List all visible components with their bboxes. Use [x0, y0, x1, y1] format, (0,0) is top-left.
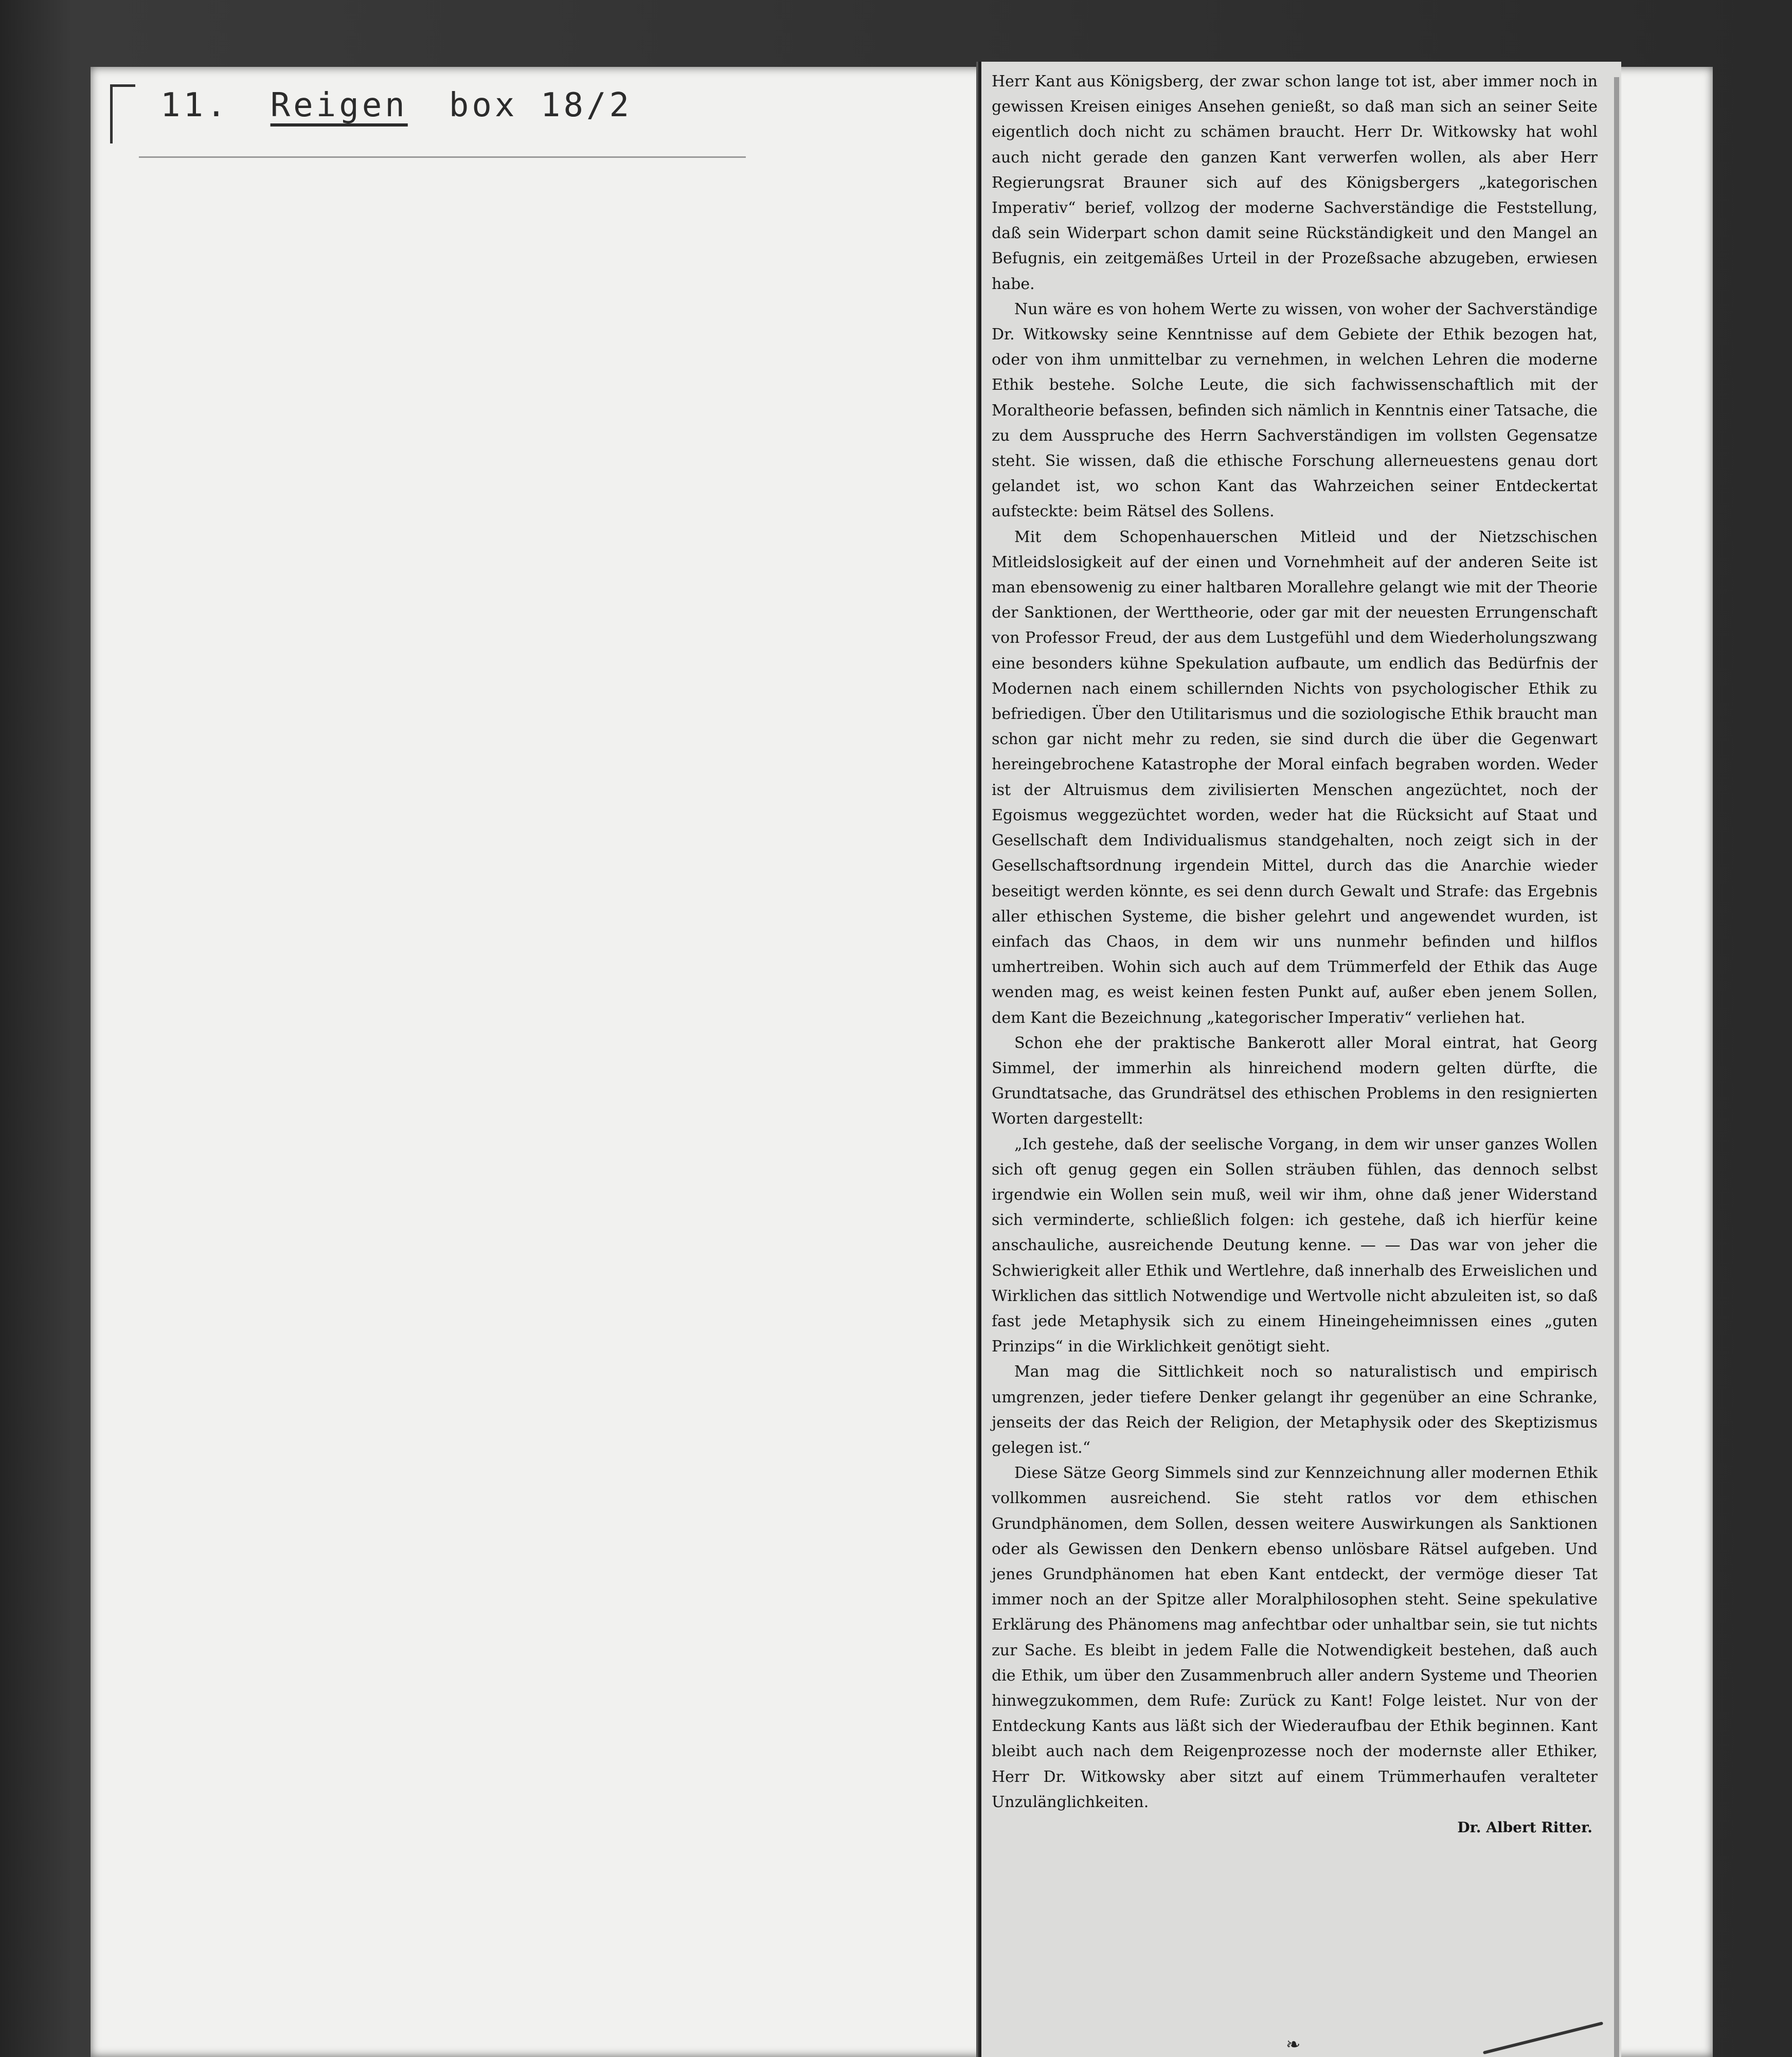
archive-header	[160, 86, 632, 133]
article-paragraph: Herr Kant aus Königsberg, der zwar schon lange tot ist, aber immer noch in gewissen Kreisen einiges Ansehen genießt, so daß man sich an seiner Seite eigentlich doch nicht zu schämen braucht. Herr Dr. Witkowsky hat wohl auch nicht gerade den ganzen Kant verwerfen wollen, als aber Herr Regierungsrat Brauner sich auf des Königsbergers „kategorischen Imperativ“ berief, vollzog der moderne Sachverständige die Feststellung, daß sein Widerpart schon damit seine Rückständigkeit und den Mangel an Befugnis, ein zeitgemäßes Urteil in der Prozeßsache abzugeben, erwiesen habe.	[992, 73, 1598, 293]
file-title: Reigen	[270, 86, 408, 124]
box-label: box 18/2	[449, 86, 633, 124]
author-signature: Dr. Albert Ritter.	[1457, 1819, 1592, 1836]
article-paragraph: Schon ehe der praktische Bankerott aller Moral eintrat, hat Georg Simmel, der immerhin als hinreichend modern gelten dürfte, die Grundtatsache, das Grundrätsel des ethischen Problems in den resignierten Worten dargestellt:	[992, 1034, 1598, 1128]
article-quote: Man mag die Sittlichkeit noch so naturalistisch und empirisch umgrenzen, jeder tiefere Denker gelangt ihr gegenüber an eine Schranke, jenseits der das Reich der Religion, der Metaphysik oder des Skeptizismus gelegen ist.“	[992, 1363, 1598, 1457]
header-rule	[139, 156, 746, 158]
article-column	[992, 69, 1598, 1840]
article-paragraph: Diese Sätze Georg Simmels sind zur Kennzeichnung aller modernen Ethik vollkommen ausreichend. Sie steht ratlos vor dem ethischen Grundphänomen, dem Sollen, dessen weitere Auswirkungen als Sanktionen oder als Gewissen den Denkern ebenso unlösbare Rätsel aufgeben. Und jenes Grundphänomen hat eben Kant entdeckt, der vermöge dieser Tat immer noch an der Spitze aller Moralphilosophen steht. Seine spekulative Erklärung des Phänomens mag anfechtbar oder unhaltbar sein, sie tut nichts zur Sache. Es bleibt in jedem Falle die Notwendigkeit bestehen, daß auch die Ethik, um über den Zusammenbruch aller andern Systeme und Theorien hinwegzukommen, dem Rufe: Zurück zu Kant! Folge leistet. Nur von der Entdeckung Kants aus läßt sich der Wiederaufbau der Ethik beginnen. Kant bleibt auch nach dem Reigenprozesse noch der modernste aller Ethiker, Herr Dr. Witkowsky aber sitzt auf einem Trümmerhaufen veralteter Unzulänglichkeiten.	[992, 1464, 1598, 1811]
article-quote: „Ich gestehe, daß der seelische Vorgang, in dem wir unser ganzes Wollen sich oft genug gegen ein Sollen sträuben fühlen, das dennoch selbst irgendwie ein Wollen sein muß, weil wir ihm, ohne daß jener Widerstand sich verminderte, schließlich folgen: ich gestehe, daß ich hierfür keine anschauliche, ausreichende Deutung kenne. — — Das war von jeher die Schwierigkeit aller Ethik und Wertlehre, daß innerhalb des Erweislichen und Wirklichen das sittlich Notwendige und Wertvolle nicht abzuleiten ist, so daß fast jede Metaphysik sich zu einem Hineingeheimnissen eines „guten Prinzips“ in die Wirklichkeit genötigt sieht.	[992, 1135, 1598, 1356]
end-ornament-icon: ❧	[1286, 2034, 1301, 2055]
clipping-edge	[1614, 77, 1619, 2057]
file-number: 11.	[160, 86, 229, 124]
corner-bracket-mark	[110, 84, 135, 143]
article-paragraph: Mit dem Schopenhauerschen Mitleid und der Nietzschischen Mitleidslosigkeit auf der einen und Vornehmheit auf der anderen Seite ist man ebensowenig zu einer haltbaren Morallehre gelangt wie mit der Theorie der Sanktionen, der Werttheorie, oder gar mit der neuesten Errungenschaft von Professor Freud, der aus dem Lustgefühl und dem Wiederholungszwang eine besonders kühne Spekulation aufbaute, um endlich das Bedürfnis der Modernen nach einem schillernden Nichts von psychologischer Ethik zu befriedigen. Über den Utilitarismus und die soziologische Ethik braucht man schon gar nicht mehr zu reden, sie sind durch die über die Gegenwart hereingebrochene Katastrophe der Moral einfach begraben worden. Weder ist der Altruismus dem zivilisierten Menschen angezüchtet, noch der Egoismus weggezüchtet worden, weder hat die Rücksicht auf Staat und Gesellschaft dem Individualismus standgehalten, noch zeigt sich in der Gesellschaftsordnung irgendein Mittel, durch das die Anarchie wieder beseitigt werden könnte, es sei denn durch Gewalt und Strafe: das Ergebnis aller ethischen Systeme, die bisher gelehrt und angewendet wurden, ist einfach das Chaos, in dem wir uns nunmehr befinden und hilflos umhertreiben. Wohin sich auch auf dem Trümmerfeld der Ethik das Auge wenden mag, es weist keinen festen Punkt auf, außer eben jenem Sollen, dem Kant die Bezeichnung „kategorischer Imperativ“ verliehen hat.	[992, 528, 1598, 1027]
article-paragraph: Nun wäre es von hohem Werte zu wissen, von woher der Sachverständige Dr. Witkowsky seine Kenntnisse auf dem Gebiete der Ethik bezogen hat, oder von ihm unmittelbar zu vernehmen, in welchen Lehren die moderne Ethik bestehe. Solche Leute, die sich fachwissenschaftlich mit der Moraltheorie befassen, befinden sich nämlich in Kenntnis einer Tatsache, die zu dem Ausspruche des Herrn Sachverständigen im vollsten Gegensatze steht. Sie wissen, daß die ethische Forschung allerneuestens genau dort gelandet ist, wo schon Kant das Wahrzeichen seiner Entdeckertat aufsteckte: beim Rätsel des Sollens.	[992, 300, 1598, 521]
